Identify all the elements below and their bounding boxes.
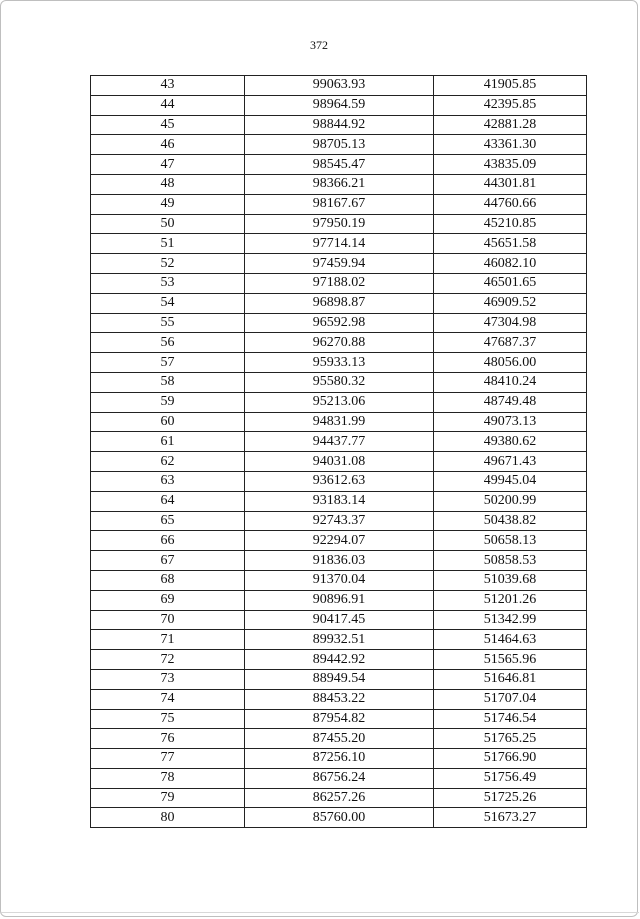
first-value-cell: 86257.26 [245,788,434,808]
table-row [91,471,587,491]
table-row [91,313,587,333]
second-value-cell: 50438.82 [434,511,587,531]
second-value-cell: 48056.00 [434,353,587,373]
row-index-cell: 66 [91,531,245,551]
second-value-cell: 45651.58 [434,234,587,254]
first-value-cell: 98545.47 [245,155,434,175]
first-value-cell: 97950.19 [245,214,434,234]
row-index-cell: 48 [91,174,245,194]
row-index-cell: 53 [91,273,245,293]
row-index-cell: 73 [91,669,245,689]
first-value-cell: 93612.63 [245,471,434,491]
row-index-cell: 76 [91,729,245,749]
second-value-cell: 48410.24 [434,372,587,392]
row-index-cell: 50 [91,214,245,234]
row-index-cell: 75 [91,709,245,729]
second-value-cell: 45210.85 [434,214,587,234]
table-row [91,788,587,808]
row-index-cell: 45 [91,115,245,135]
page-bottom-rule [1,912,639,913]
first-value-cell: 88453.22 [245,689,434,709]
row-index-cell: 80 [91,808,245,828]
first-value-cell: 96270.88 [245,333,434,353]
second-value-cell: 49671.43 [434,452,587,472]
table-row [91,353,587,373]
row-index-cell: 60 [91,412,245,432]
row-index-cell: 71 [91,630,245,650]
second-value-cell: 50658.13 [434,531,587,551]
page-number: 372 [310,38,328,52]
second-value-cell: 49380.62 [434,432,587,452]
table-row [91,590,587,610]
table-row [91,174,587,194]
first-value-cell: 97188.02 [245,273,434,293]
data-table [90,75,587,828]
row-index-cell: 64 [91,491,245,511]
second-value-cell: 51725.26 [434,788,587,808]
row-index-cell: 68 [91,570,245,590]
table-row [91,669,587,689]
table-row [91,76,587,96]
first-value-cell: 91836.03 [245,551,434,571]
row-index-cell: 49 [91,194,245,214]
second-value-cell: 44760.66 [434,194,587,214]
second-value-cell: 47687.37 [434,333,587,353]
row-index-cell: 55 [91,313,245,333]
first-value-cell: 94831.99 [245,412,434,432]
second-value-cell: 51342.99 [434,610,587,630]
second-value-cell: 48749.48 [434,392,587,412]
table-row [91,95,587,115]
first-value-cell: 95933.13 [245,353,434,373]
table-row [91,650,587,670]
row-index-cell: 52 [91,254,245,274]
table-row [91,234,587,254]
row-index-cell: 62 [91,452,245,472]
row-index-cell: 47 [91,155,245,175]
table-row [91,432,587,452]
table-row [91,570,587,590]
table-row [91,511,587,531]
second-value-cell: 51646.81 [434,669,587,689]
second-value-cell: 46909.52 [434,293,587,313]
table-row [91,491,587,511]
first-value-cell: 95580.32 [245,372,434,392]
second-value-cell: 51746.54 [434,709,587,729]
table-row [91,749,587,769]
second-value-cell: 51673.27 [434,808,587,828]
first-value-cell: 90896.91 [245,590,434,610]
row-index-cell: 54 [91,293,245,313]
row-index-cell: 78 [91,768,245,788]
row-index-cell: 72 [91,650,245,670]
table-row [91,273,587,293]
table-row [91,689,587,709]
first-value-cell: 86756.24 [245,768,434,788]
table-row [91,194,587,214]
row-index-cell: 57 [91,353,245,373]
first-value-cell: 89442.92 [245,650,434,670]
row-index-cell: 69 [91,590,245,610]
table-row [91,372,587,392]
first-value-cell: 97459.94 [245,254,434,274]
first-value-cell: 90417.45 [245,610,434,630]
first-value-cell: 87256.10 [245,749,434,769]
table-row [91,214,587,234]
table-body [91,76,587,828]
first-value-cell: 93183.14 [245,491,434,511]
table-row [91,729,587,749]
first-value-cell: 92743.37 [245,511,434,531]
second-value-cell: 44301.81 [434,174,587,194]
table-row [91,115,587,135]
row-index-cell: 65 [91,511,245,531]
table-row [91,610,587,630]
first-value-cell: 87954.82 [245,709,434,729]
first-value-cell: 95213.06 [245,392,434,412]
second-value-cell: 46082.10 [434,254,587,274]
first-value-cell: 97714.14 [245,234,434,254]
second-value-cell: 51464.63 [434,630,587,650]
table-row [91,709,587,729]
second-value-cell: 50200.99 [434,491,587,511]
second-value-cell: 51707.04 [434,689,587,709]
row-index-cell: 67 [91,551,245,571]
second-value-cell: 42881.28 [434,115,587,135]
second-value-cell: 42395.85 [434,95,587,115]
table-row [91,551,587,571]
row-index-cell: 70 [91,610,245,630]
row-index-cell: 74 [91,689,245,709]
first-value-cell: 99063.93 [245,76,434,96]
first-value-cell: 89932.51 [245,630,434,650]
row-index-cell: 51 [91,234,245,254]
second-value-cell: 49073.13 [434,412,587,432]
second-value-cell: 51201.26 [434,590,587,610]
row-index-cell: 46 [91,135,245,155]
table-row [91,768,587,788]
first-value-cell: 91370.04 [245,570,434,590]
table-row [91,392,587,412]
first-value-cell: 87455.20 [245,729,434,749]
table-row [91,452,587,472]
second-value-cell: 43361.30 [434,135,587,155]
row-index-cell: 56 [91,333,245,353]
first-value-cell: 94437.77 [245,432,434,452]
second-value-cell: 51565.96 [434,650,587,670]
table-row [91,630,587,650]
first-value-cell: 85760.00 [245,808,434,828]
first-value-cell: 98167.67 [245,194,434,214]
first-value-cell: 88949.54 [245,669,434,689]
second-value-cell: 49945.04 [434,471,587,491]
first-value-cell: 94031.08 [245,452,434,472]
first-value-cell: 96898.87 [245,293,434,313]
row-index-cell: 63 [91,471,245,491]
table-row [91,531,587,551]
second-value-cell: 51766.90 [434,749,587,769]
second-value-cell: 47304.98 [434,313,587,333]
row-index-cell: 59 [91,392,245,412]
table-row [91,808,587,828]
table-row [91,254,587,274]
table-row [91,412,587,432]
first-value-cell: 96592.98 [245,313,434,333]
second-value-cell: 41905.85 [434,76,587,96]
first-value-cell: 98366.21 [245,174,434,194]
second-value-cell: 51039.68 [434,570,587,590]
first-value-cell: 98705.13 [245,135,434,155]
row-index-cell: 44 [91,95,245,115]
row-index-cell: 61 [91,432,245,452]
row-index-cell: 43 [91,76,245,96]
first-value-cell: 92294.07 [245,531,434,551]
second-value-cell: 46501.65 [434,273,587,293]
second-value-cell: 51765.25 [434,729,587,749]
table-row [91,155,587,175]
first-value-cell: 98964.59 [245,95,434,115]
row-index-cell: 77 [91,749,245,769]
first-value-cell: 98844.92 [245,115,434,135]
second-value-cell: 51756.49 [434,768,587,788]
row-index-cell: 58 [91,372,245,392]
table-row [91,293,587,313]
row-index-cell: 79 [91,788,245,808]
second-value-cell: 50858.53 [434,551,587,571]
table-row [91,135,587,155]
table-row [91,333,587,353]
second-value-cell: 43835.09 [434,155,587,175]
